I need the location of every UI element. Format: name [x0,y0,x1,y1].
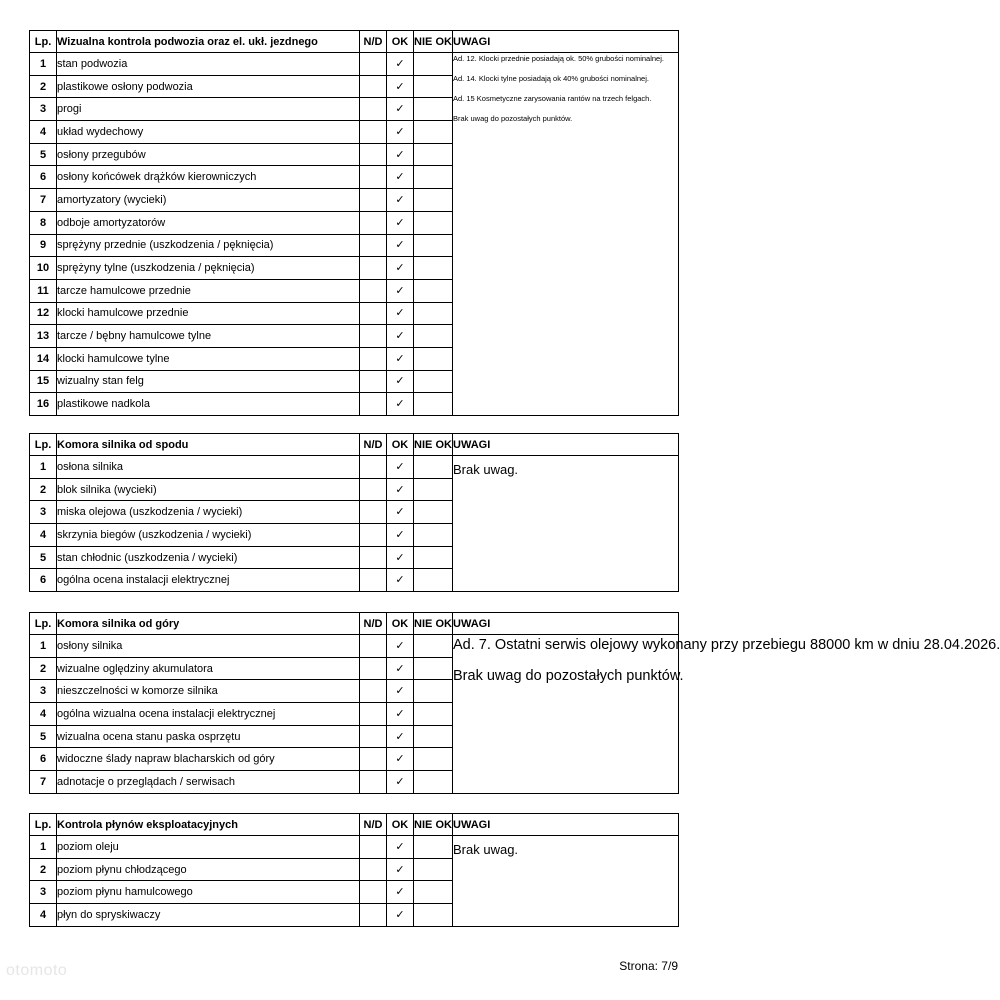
note-text: Brak uwag do pozostałych punktów. [453,668,684,684]
row-number: 10 [30,257,57,280]
nie-ok-cell [414,703,453,726]
nd-cell [360,836,387,859]
nie-ok-cell [414,680,453,703]
checkmark-icon: ✓ [387,347,414,370]
checkmark-icon: ✓ [387,546,414,569]
table-header-row [30,814,679,836]
item-label: nieszczelności w komorze silnika [57,680,360,703]
checkmark-icon: ✓ [387,325,414,348]
row-number: 16 [30,393,57,416]
table-header-row [30,31,679,53]
checkmark-icon: ✓ [387,680,414,703]
item-label: widoczne ślady napraw blacharskich od góry [57,748,360,771]
checklist-table [29,433,679,592]
nd-cell [360,211,387,234]
notes-cell [453,53,679,416]
checkmark-icon: ✓ [387,771,414,794]
row-number: 15 [30,370,57,393]
item-label: miska olejowa (uszkodzenia / wycieki) [57,501,360,524]
section-title: Kontrola płynów eksploatacyjnych [57,814,360,836]
header-nie-ok: NIE OK [414,814,453,836]
row-number: 6 [30,166,57,189]
table-row [30,836,679,859]
row-number: 7 [30,189,57,212]
nd-cell [360,725,387,748]
nd-cell [360,143,387,166]
item-label: stan chłodnic (uszkodzenia / wycieki) [57,546,360,569]
row-number: 1 [30,456,57,479]
nd-cell [360,302,387,325]
checkmark-icon: ✓ [387,121,414,144]
nd-cell [360,501,387,524]
notes-cell [453,635,1000,794]
item-label: tarcze hamulcowe przednie [57,279,360,302]
page-number: Strona: 7/9 [619,959,678,973]
checkmark-icon: ✓ [387,302,414,325]
checkmark-icon: ✓ [387,189,414,212]
header-notes: UWAGI [453,31,679,53]
nd-cell [360,703,387,726]
section-title: Wizualna kontrola podwozia oraz el. ukł. jezdnego [57,31,360,53]
table-row [30,53,679,76]
header-ok: OK [387,31,414,53]
checkmark-icon: ✓ [387,524,414,547]
nie-ok-cell [414,524,453,547]
header-nie-ok: NIE OK [414,434,453,456]
item-label: tarcze / bębny hamulcowe tylne [57,325,360,348]
checkmark-icon: ✓ [387,53,414,76]
item-label: wizualna ocena stanu paska osprzętu [57,725,360,748]
header-nie-ok: NIE OK [414,613,453,635]
header-nd: N/D [360,31,387,53]
row-number: 9 [30,234,57,257]
checklist-table [29,813,679,927]
row-number: 2 [30,858,57,881]
nd-cell [360,53,387,76]
checkmark-icon: ✓ [387,836,414,859]
checkmark-icon: ✓ [387,478,414,501]
nie-ok-cell [414,143,453,166]
nd-cell [360,524,387,547]
checkmark-icon: ✓ [387,211,414,234]
nd-cell [360,456,387,479]
item-label: odboje amortyzatorów [57,211,360,234]
header-ok: OK [387,434,414,456]
nd-cell [360,748,387,771]
item-label: płyn do spryskiwaczy [57,904,360,927]
nd-cell [360,325,387,348]
row-number: 6 [30,748,57,771]
item-label: plastikowe osłony podwozia [57,75,360,98]
item-label: poziom płynu hamulcowego [57,881,360,904]
header-notes: UWAGI [453,434,679,456]
header-ok: OK [387,613,414,635]
checkmark-icon: ✓ [387,748,414,771]
nd-cell [360,98,387,121]
nd-cell [360,393,387,416]
nd-cell [360,279,387,302]
nie-ok-cell [414,211,453,234]
section-title: Komora silnika od góry [57,613,360,635]
row-number: 4 [30,121,57,144]
header-lp: Lp. [30,31,57,53]
row-number: 13 [30,325,57,348]
item-label: klocki hamulcowe tylne [57,347,360,370]
nie-ok-cell [414,569,453,592]
nd-cell [360,370,387,393]
item-label: progi [57,98,360,121]
item-label: klocki hamulcowe przednie [57,302,360,325]
checkmark-icon: ✓ [387,904,414,927]
nd-cell [360,657,387,680]
item-label: osłony silnika [57,635,360,658]
table-row [30,635,679,658]
item-label: poziom płynu chłodzącego [57,858,360,881]
checkmark-icon: ✓ [387,370,414,393]
checkmark-icon: ✓ [387,657,414,680]
item-label: poziom oleju [57,836,360,859]
row-number: 1 [30,836,57,859]
row-number: 3 [30,98,57,121]
table-header-row [30,434,679,456]
note-text: Brak uwag. [453,842,519,857]
nie-ok-cell [414,98,453,121]
nie-ok-cell [414,858,453,881]
nie-ok-cell [414,771,453,794]
nd-cell [360,189,387,212]
note-text: Ad. 15 Kosmetyczne zarysowania rantów na trzech felgach. [453,94,652,103]
nie-ok-cell [414,75,453,98]
nd-cell [360,75,387,98]
table-header-row [30,613,679,635]
nd-cell [360,771,387,794]
item-label: osłona silnika [57,456,360,479]
watermark: otomoto [6,962,68,979]
item-label: sprężyny przednie (uszkodzenia / pęknięcia) [57,234,360,257]
nd-cell [360,347,387,370]
nie-ok-cell [414,478,453,501]
item-label: ogólna ocena instalacji elektrycznej [57,569,360,592]
note-text: Ad. 14. Klocki tylne posiadają ok 40% grubości nominalnej. [453,74,649,83]
nd-cell [360,234,387,257]
nd-cell [360,166,387,189]
nie-ok-cell [414,234,453,257]
checkmark-icon: ✓ [387,257,414,280]
nd-cell [360,680,387,703]
header-nd: N/D [360,814,387,836]
row-number: 1 [30,53,57,76]
nd-cell [360,569,387,592]
note-text: Brak uwag. [453,462,519,477]
row-number: 3 [30,680,57,703]
item-label: stan podwozia [57,53,360,76]
nie-ok-cell [414,53,453,76]
checkmark-icon: ✓ [387,703,414,726]
row-number: 1 [30,635,57,658]
item-label: osłony przegubów [57,143,360,166]
item-label: skrzynia biegów (uszkodzenia / wycieki) [57,524,360,547]
row-number: 7 [30,771,57,794]
row-number: 5 [30,143,57,166]
row-number: 5 [30,725,57,748]
table-row [30,456,679,479]
checkmark-icon: ✓ [387,725,414,748]
section-title: Komora silnika od spodu [57,434,360,456]
nd-cell [360,478,387,501]
nd-cell [360,904,387,927]
item-label: układ wydechowy [57,121,360,144]
nd-cell [360,858,387,881]
note-text: Ad. 12. Klocki przednie posiadają ok. 50% grubości nominalnej. [453,54,664,63]
header-nd: N/D [360,434,387,456]
checkmark-icon: ✓ [387,98,414,121]
checkmark-icon: ✓ [387,166,414,189]
row-number: 3 [30,501,57,524]
nie-ok-cell [414,347,453,370]
row-number: 5 [30,546,57,569]
notes-cell [453,836,679,927]
note-text: Ad. 7. Ostatni serwis olejowy wykonany przy przebiegu 88000 km w dniu 28.04.2026. [453,637,1000,653]
header-lp: Lp. [30,613,57,635]
checkmark-icon: ✓ [387,143,414,166]
checkmark-icon: ✓ [387,279,414,302]
row-number: 3 [30,881,57,904]
checkmark-icon: ✓ [387,569,414,592]
item-label: wizualny stan felg [57,370,360,393]
nie-ok-cell [414,881,453,904]
header-nie-ok: NIE OK [414,31,453,53]
header-lp: Lp. [30,434,57,456]
checkmark-icon: ✓ [387,393,414,416]
row-number: 2 [30,478,57,501]
checkmark-icon: ✓ [387,881,414,904]
header-notes: UWAGI [453,814,679,836]
nie-ok-cell [414,121,453,144]
item-label: sprężyny tylne (uszkodzenia / pęknięcia) [57,257,360,280]
row-number: 4 [30,524,57,547]
header-lp: Lp. [30,814,57,836]
nie-ok-cell [414,725,453,748]
nie-ok-cell [414,370,453,393]
checkmark-icon: ✓ [387,75,414,98]
nie-ok-cell [414,748,453,771]
nd-cell [360,881,387,904]
row-number: 14 [30,347,57,370]
nie-ok-cell [414,501,453,524]
nd-cell [360,546,387,569]
nie-ok-cell [414,657,453,680]
nie-ok-cell [414,279,453,302]
nie-ok-cell [414,325,453,348]
item-label: ogólna wizualna ocena instalacji elektrycznej [57,703,360,726]
checklist-table [29,30,679,416]
nie-ok-cell [414,302,453,325]
row-number: 12 [30,302,57,325]
nd-cell [360,257,387,280]
header-notes: UWAGI [453,613,679,635]
checkmark-icon: ✓ [387,234,414,257]
nie-ok-cell [414,635,453,658]
nd-cell [360,635,387,658]
item-label: blok silnika (wycieki) [57,478,360,501]
item-label: wizualne oględziny akumulatora [57,657,360,680]
nd-cell [360,121,387,144]
item-label: amortyzatory (wycieki) [57,189,360,212]
row-number: 11 [30,279,57,302]
nie-ok-cell [414,257,453,280]
checkmark-icon: ✓ [387,858,414,881]
row-number: 8 [30,211,57,234]
nie-ok-cell [414,189,453,212]
row-number: 4 [30,703,57,726]
note-text: Brak uwag do pozostałych punktów. [453,114,573,123]
nie-ok-cell [414,904,453,927]
header-nd: N/D [360,613,387,635]
nie-ok-cell [414,166,453,189]
nie-ok-cell [414,836,453,859]
checkmark-icon: ✓ [387,501,414,524]
checkmark-icon: ✓ [387,456,414,479]
nie-ok-cell [414,456,453,479]
item-label: osłony końcówek drążków kierowniczych [57,166,360,189]
row-number: 6 [30,569,57,592]
item-label: plastikowe nadkola [57,393,360,416]
row-number: 2 [30,657,57,680]
checklist-table [29,612,1000,794]
nie-ok-cell [414,393,453,416]
row-number: 2 [30,75,57,98]
nie-ok-cell [414,546,453,569]
header-ok: OK [387,814,414,836]
checkmark-icon: ✓ [387,635,414,658]
item-label: adnotacje o przeglądach / serwisach [57,771,360,794]
notes-cell [453,456,679,592]
row-number: 4 [30,904,57,927]
